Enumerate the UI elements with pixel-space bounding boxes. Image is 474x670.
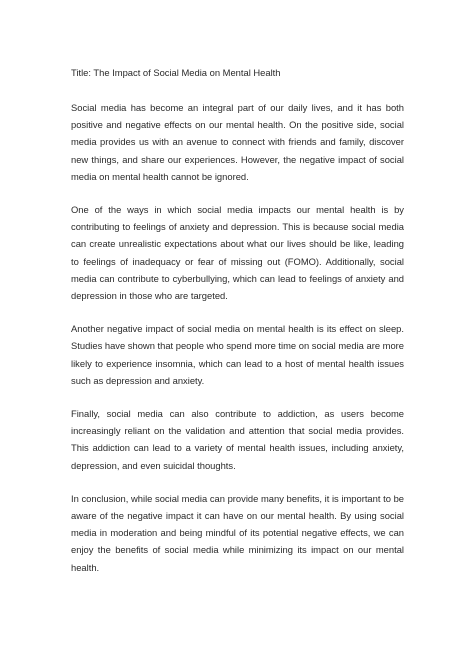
paragraph-introduction: Social media has become an integral part of our daily lives, and it has both positive and negative effects on our mental health. On the positive side, social media provides us with an avenue to connect with friends and family, discover new things, and share our experiences. However, the negative impact of social media on mental health cannot be ignored.: [71, 102, 404, 182]
paragraph-anxiety-depression: One of the ways in which social media impacts our mental health is by contributing to feelings of anxiety and depression. This is because social media can create unrealistic expectations about what our lives should be like, leading to feelings of inadequacy or fear of missing out (FOMO). Additionally, social media can contribute to cyberbullying, which can lead to feelings of anxiety and depression in those who are targeted.: [71, 204, 404, 302]
document-title: Title: The Impact of Social Media on Mental Health: [71, 67, 281, 78]
document-body: [71, 64, 404, 592]
paragraph-conclusion: In conclusion, while social media can provide many benefits, it is important to be aware of the negative impact it can have on our mental health. By using social media in moderation and being mindful of its potential negative effects, we can enjoy the benefits of social media while minimizing its impact on our mental health.: [71, 492, 404, 573]
paragraph-addiction: Finally, social media can also contribute to addiction, as users become increasingly reliant on the validation and attention that social media provides. This addiction can lead to a variety of mental health issues, including anxiety, depression, and even suicidal thoughts.: [71, 408, 404, 471]
paragraph-sleep: Another negative impact of social media on mental health is its effect on sleep. Studies have shown that people who spend more time on social media are more likely to experience insomnia, which can lead to a host of mental health issues such as depression and anxiety.: [71, 323, 405, 386]
